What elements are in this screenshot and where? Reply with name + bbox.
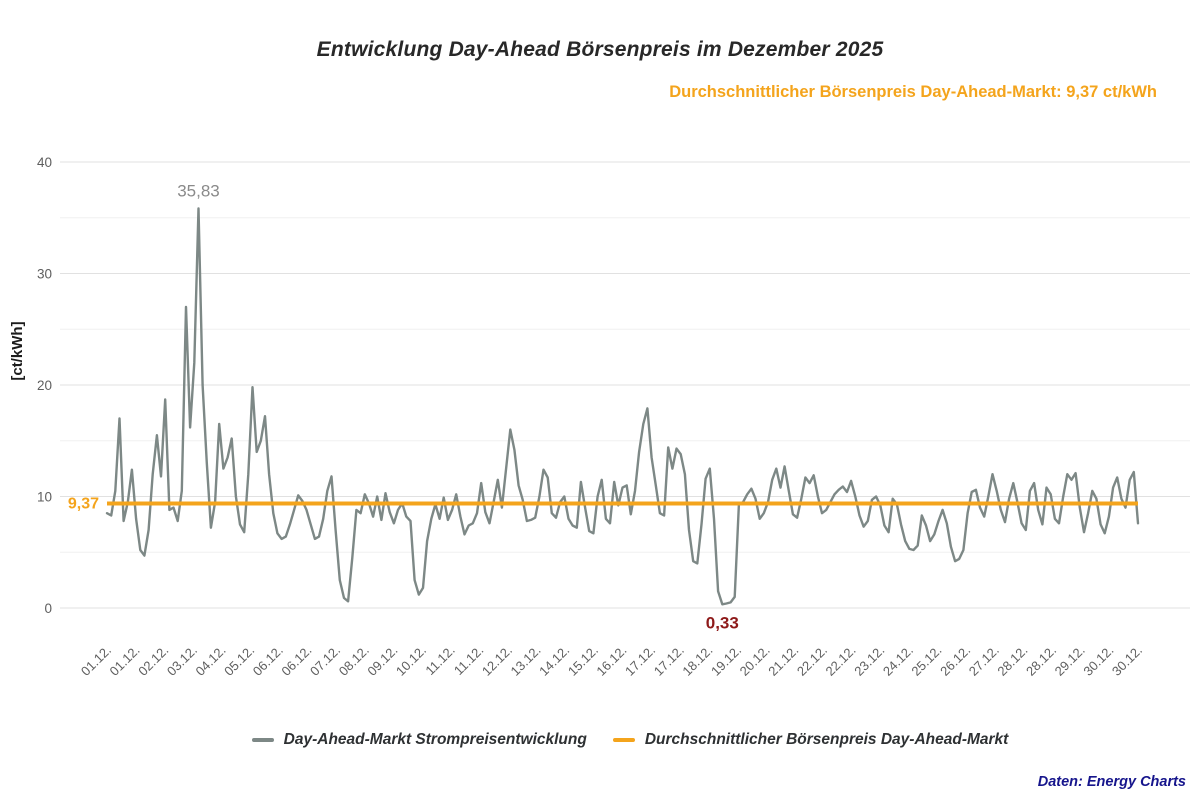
svg-text:28.12.: 28.12.: [1023, 642, 1060, 679]
svg-text:17.12.: 17.12.: [622, 642, 659, 679]
svg-text:15.12.: 15.12.: [564, 642, 602, 679]
svg-text:06.12.: 06.12.: [278, 642, 315, 679]
svg-text:05.12.: 05.12.: [221, 642, 258, 679]
svg-text:30.12.: 30.12.: [1080, 642, 1117, 679]
legend-label-average: Durchschnittlicher Börsenpreis Day-Ahead-Markt: [644, 731, 1009, 748]
svg-text:06.12.: 06.12.: [249, 642, 286, 679]
chart-legend: [0, 731, 1200, 749]
gray-line-swatch-icon: [252, 738, 274, 742]
svg-text:10.12.: 10.12.: [392, 642, 430, 679]
svg-text:30.12.: 30.12.: [1108, 642, 1146, 679]
page-title: Entwicklung Day-Ahead Börsenpreis im Dezember 2025: [316, 38, 884, 62]
legend-item-average: [613, 731, 1008, 749]
svg-text:27.12.: 27.12.: [965, 642, 1002, 679]
svg-text:07.12.: 07.12.: [307, 642, 344, 679]
svg-text:11.12.: 11.12.: [422, 642, 458, 679]
svg-text:03.12.: 03.12.: [163, 642, 201, 679]
svg-text:17.12.: 17.12.: [650, 642, 687, 679]
svg-text:16.12.: 16.12.: [593, 642, 630, 679]
svg-text:23.12.: 23.12.: [851, 642, 888, 679]
svg-text:22.12.: 22.12.: [822, 642, 859, 679]
svg-text:40: 40: [36, 155, 52, 170]
svg-text:20.12.: 20.12.: [736, 642, 773, 679]
svg-text:18.12.: 18.12.: [679, 642, 716, 679]
legend-item-day-ahead: [252, 731, 587, 749]
svg-text:[ct/kWh]: [ct/kWh]: [9, 321, 26, 381]
svg-text:19.12.: 19.12.: [708, 642, 745, 679]
svg-text:14.12.: 14.12.: [536, 642, 573, 679]
data-source-attribution: Daten: Energy Charts: [1037, 774, 1186, 790]
svg-text:22.12.: 22.12.: [793, 642, 831, 679]
svg-text:04.12.: 04.12.: [192, 642, 229, 679]
svg-text:9,37: 9,37: [67, 495, 99, 513]
svg-text:02.12.: 02.12.: [135, 642, 172, 679]
svg-text:0: 0: [44, 601, 52, 616]
svg-text:30: 30: [36, 266, 52, 282]
svg-text:09.12.: 09.12.: [364, 642, 401, 679]
svg-text:10: 10: [36, 489, 52, 505]
svg-text:24.12.: 24.12.: [879, 642, 917, 679]
svg-text:25.12.: 25.12.: [908, 642, 945, 679]
svg-text:26.12.: 26.12.: [937, 642, 974, 679]
svg-text:08.12.: 08.12.: [335, 642, 372, 679]
svg-text:11.12.: 11.12.: [450, 642, 487, 679]
orange-line-swatch-icon: [613, 738, 635, 742]
svg-text:29.12.: 29.12.: [1051, 642, 1088, 679]
svg-text:01.12.: 01.12.: [77, 642, 115, 679]
legend-label-day-ahead: Day-Ahead-Markt Strompreisentwicklung: [283, 731, 587, 748]
average-price-subtitle: Durchschnittlicher Börsenpreis Day-Ahead-Markt: 9,37 ct/kWh: [669, 83, 1157, 101]
svg-text:21.12.: 21.12.: [765, 642, 802, 679]
svg-text:20: 20: [36, 378, 52, 393]
svg-text:35,83: 35,83: [177, 181, 220, 201]
svg-text:0,33: 0,33: [705, 613, 739, 633]
svg-text:01.12.: 01.12.: [106, 642, 143, 679]
svg-text:12.12.: 12.12.: [478, 642, 516, 679]
svg-text:28.12.: 28.12.: [994, 642, 1031, 679]
svg-text:13.12.: 13.12.: [507, 642, 544, 679]
